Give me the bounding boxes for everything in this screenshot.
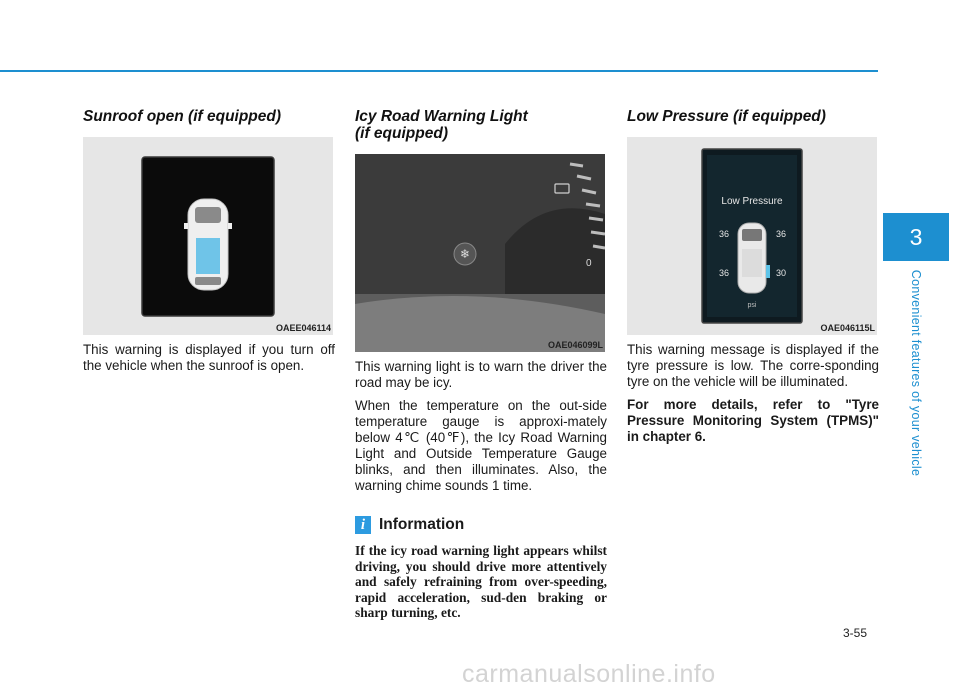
paragraph: When the temperature on the out-side temperature gauge is approxi-mately below 4℃ (40℉), the Icy Road Warning Light and Outside Temperature Gauge blinks, and then illuminates. Also, the warning chime sounds 1 time. [355, 398, 607, 493]
figure-code: OAEE046114 [275, 323, 331, 333]
icy-road-warning-icon [454, 243, 476, 265]
pressure-unit: psi [747, 302, 757, 309]
gauge-zero-label: 0 [586, 258, 592, 269]
heading-line-1: Icy Road Warning Light [355, 108, 528, 125]
page-number: 3-55 [843, 626, 868, 640]
cluster-image [355, 154, 605, 352]
column-sunroof [83, 108, 335, 374]
top-rule [0, 70, 878, 72]
tyre-pressure-front-right: 36 [775, 229, 787, 239]
information-icon: i [355, 516, 371, 534]
tyre-pressure-rear-left: 36 [718, 268, 730, 278]
car-top-view-icon [184, 199, 232, 290]
figure-low-pressure [627, 137, 877, 335]
car-top-view-icon [738, 223, 770, 293]
bold-paragraph: For more details, refer to "Tyre Pressure Monitoring System (TPMS)" in chapter 6. [627, 397, 879, 444]
figure-code: OAE046099L [547, 340, 603, 350]
watermark: carmanualsonline.info [462, 660, 716, 688]
heading-icy-road [355, 108, 607, 142]
tyre-pressure-rear-right: 30 [775, 268, 787, 278]
figure-code: OAE046115L [820, 323, 875, 333]
tyre-pressure-front-left: 36 [718, 229, 730, 239]
svg-text:❄: ❄ [459, 247, 471, 261]
information-text: If the icy road warning light appears whilst driving, you should drive more attentively and safely refraining from over-speeding, rapid acceleration, sud-den braking or sharp turning, etc. [355, 543, 607, 620]
figure-icy-road [355, 154, 605, 352]
sunroof-display-image [83, 137, 333, 335]
chapter-title-vertical: Convenient features of your vehicle [909, 269, 923, 477]
heading-sunroof: Sunroof open (if equipped) [83, 108, 282, 125]
chapter-number-tab: 3 [883, 213, 949, 261]
column-icy-road [355, 108, 607, 621]
paragraph: This warning light is to warn the driver the road may be icy. [355, 359, 607, 390]
paragraph: This warning is displayed if you turn off the vehicle when the sunroof is open. [83, 342, 335, 373]
column-low-pressure [627, 108, 879, 445]
paragraph: This warning message is displayed if the tyre pressure is low. The corre-sponding tyre on the vehicle will be illuminated. [627, 342, 879, 389]
display-title: Low Pressure [721, 196, 783, 207]
tpms-display-image [627, 137, 877, 335]
heading-low-pressure: Low Pressure (if equipped) [627, 108, 826, 125]
information-label: Information [379, 516, 465, 533]
information-box-title [355, 516, 607, 534]
figure-sunroof [83, 137, 333, 335]
heading-line-2: (if equipped) [355, 125, 448, 142]
